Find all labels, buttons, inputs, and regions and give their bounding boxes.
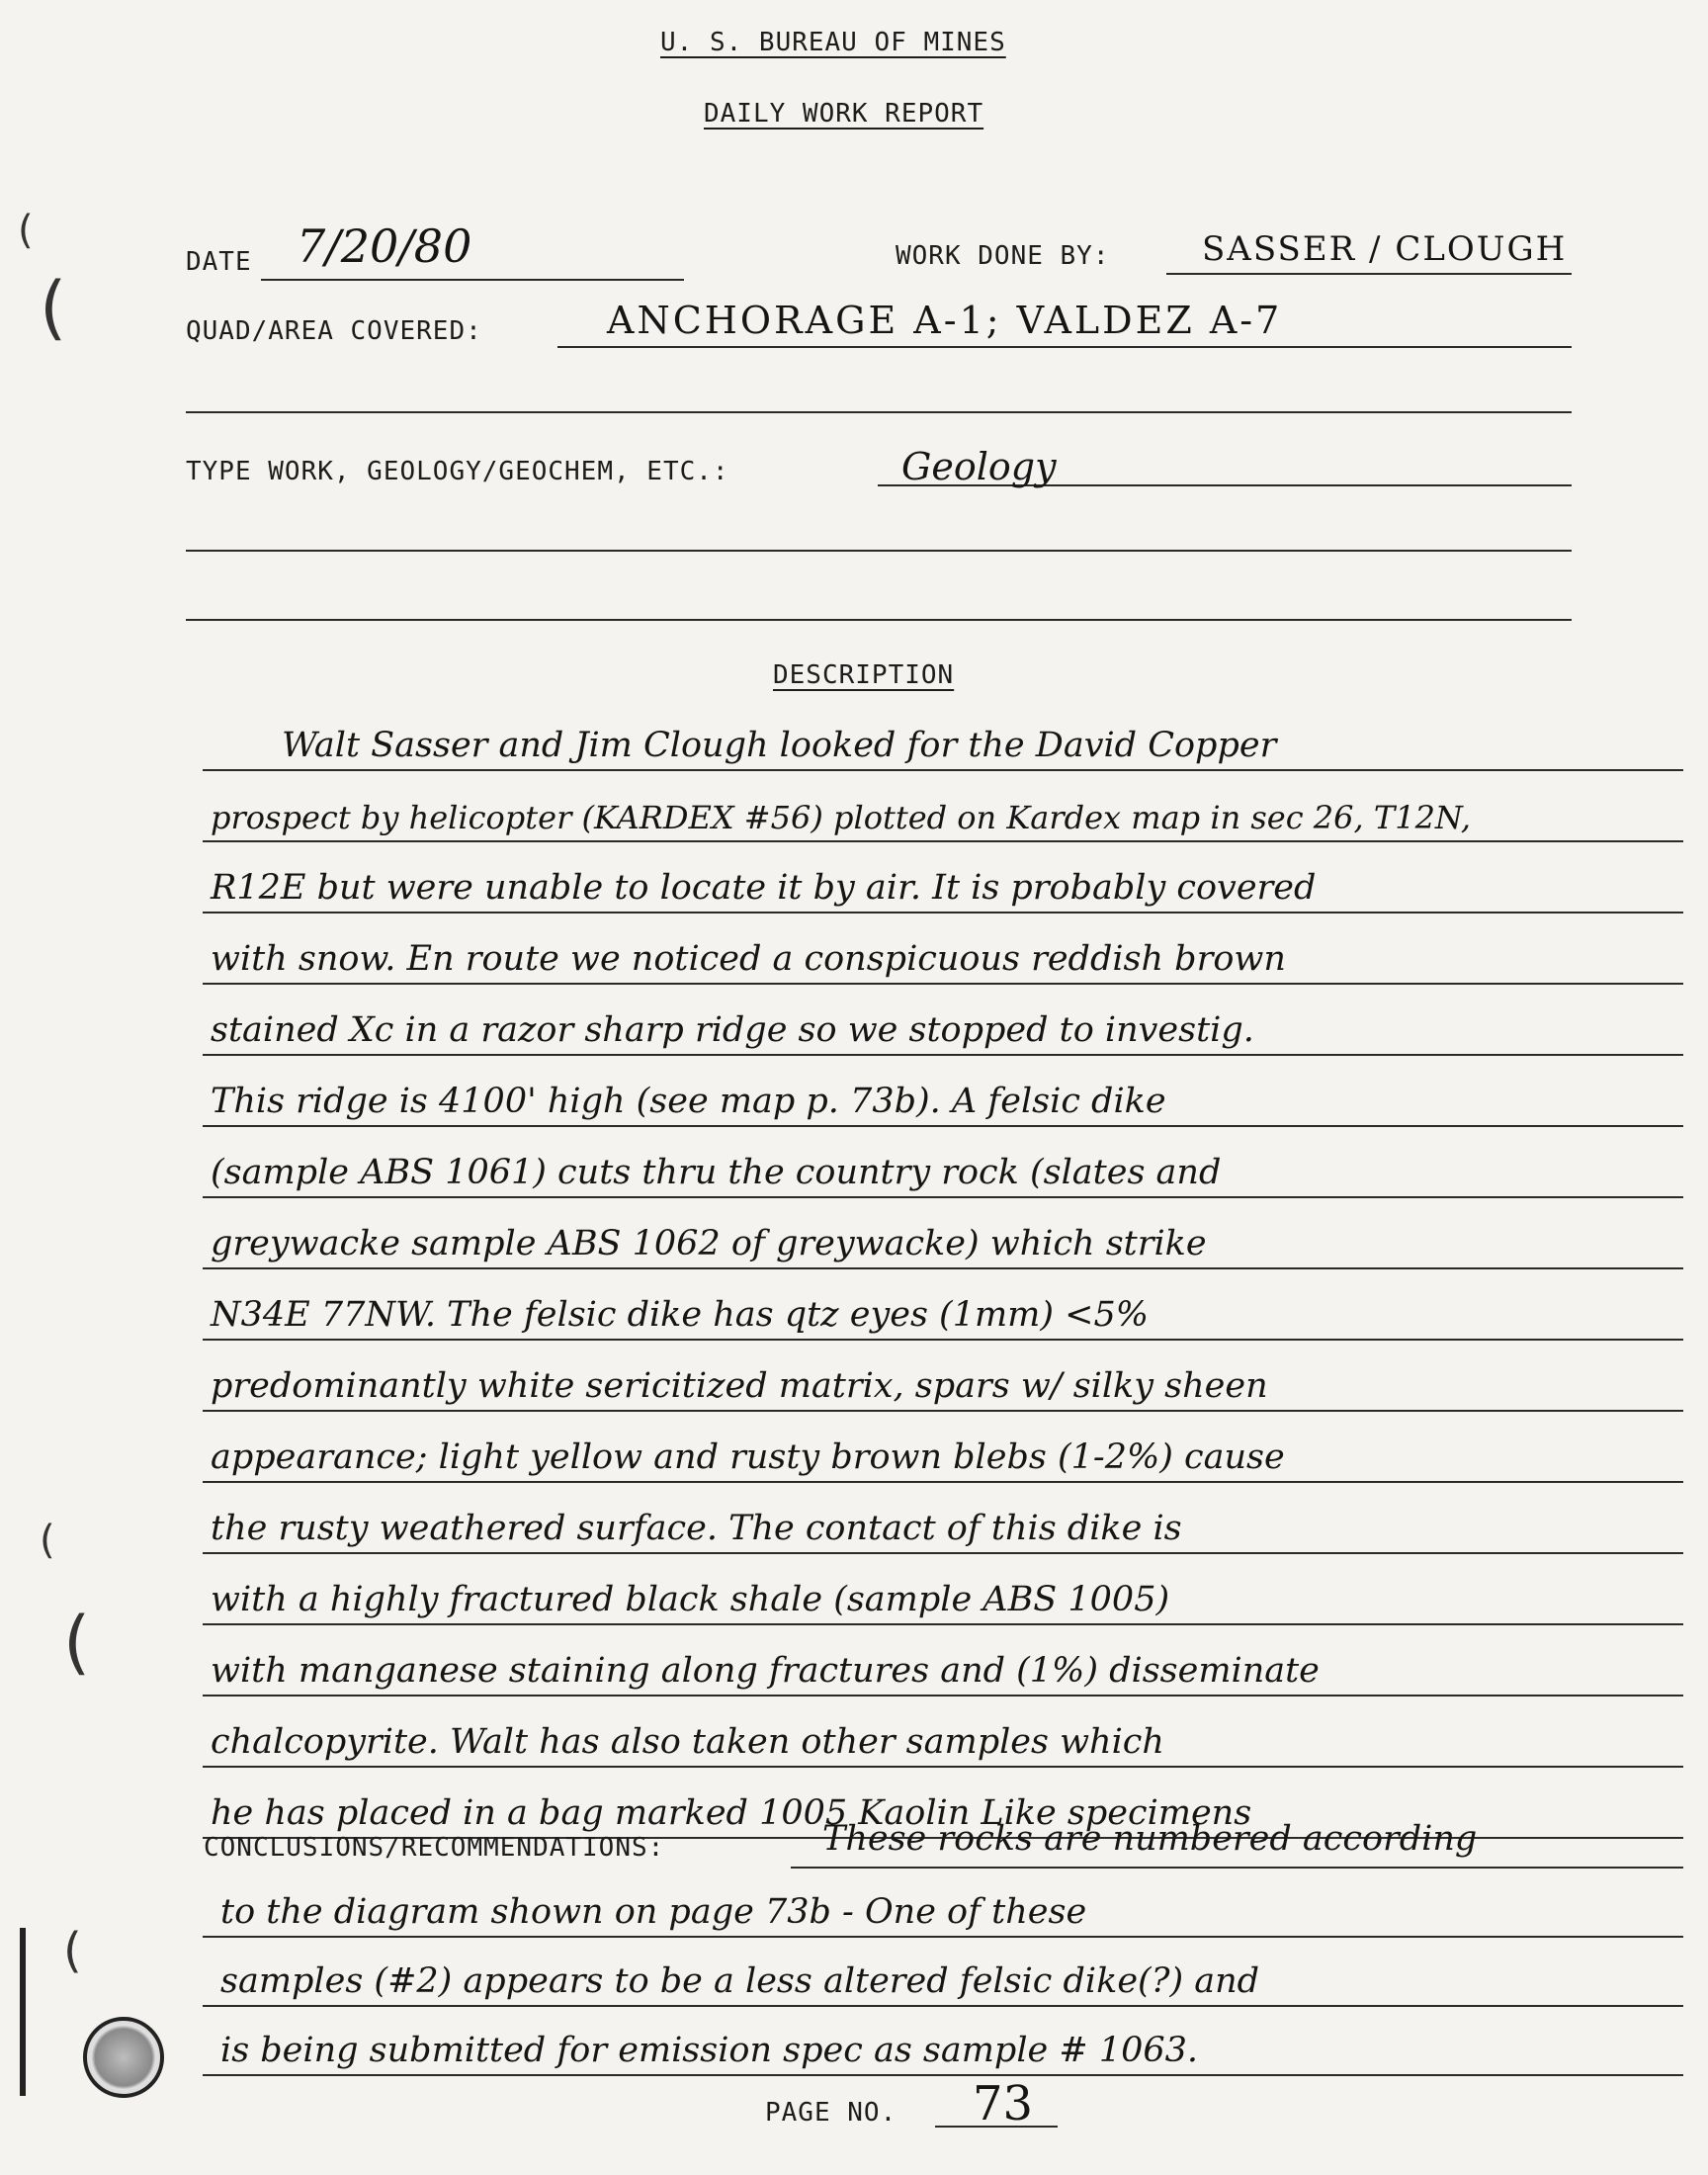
conclusions-label: CONCLUSIONS/RECOMMENDATIONS: (204, 1833, 665, 1863)
description-line (203, 1629, 1683, 1700)
line-rule (203, 1623, 1683, 1625)
work-done-by-value: SASSER / CLOUGH (1202, 229, 1568, 269)
conclusions-line (203, 2011, 1683, 2080)
date-value: 7/20/80 (297, 219, 472, 273)
line-rule (203, 1196, 1683, 1198)
description-line (203, 1202, 1683, 1273)
description-text: with a highly fractured black shale (sample ABS 1005) (211, 1580, 1170, 1619)
line-rule (203, 1695, 1683, 1696)
type-work-label: TYPE WORK, GEOLOGY/GEOCHEM, ETC.: (186, 457, 729, 486)
line-rule (203, 769, 1683, 771)
page-number-label: PAGE NO. (765, 2098, 897, 2128)
description-line (203, 1273, 1683, 1345)
description-line (203, 1131, 1683, 1202)
description-text: R12E but were unable to locate it by air. It is probably covered (211, 868, 1317, 908)
line-rule (203, 1481, 1683, 1483)
description-heading: DESCRIPTION (773, 660, 955, 690)
agency-title: U. S. BUREAU OF MINES (660, 28, 1006, 57)
conclusions-text: to the diagram shown on page 73b - One of these (220, 1892, 1087, 1932)
line-rule (203, 1410, 1683, 1412)
description-text: N34E 77NW. The felsic dike has qtz eyes (1mm) <5% (211, 1295, 1149, 1335)
description-text: prospect by helicopter (KARDEX #56) plotted on Kardex map in sec 26, T12N, (211, 799, 1472, 836)
punch-mark: ( (63, 1923, 82, 1978)
line-rule (203, 840, 1683, 842)
description-line (203, 775, 1683, 846)
line-rule (203, 1125, 1683, 1127)
stamp-seal (83, 2017, 164, 2098)
conclusions-rule (791, 1867, 1683, 1869)
line-rule (203, 912, 1683, 914)
page-number-value: 73 (973, 2076, 1034, 2132)
work-done-by-label: WORK DONE BY: (896, 241, 1110, 271)
report-title: DAILY WORK REPORT (704, 99, 984, 129)
description-line (203, 1345, 1683, 1416)
description-text: the rusty weathered surface. The contact of this dike is (211, 1509, 1182, 1548)
work-done-by-rule (1166, 273, 1572, 275)
line-rule (203, 1936, 1683, 1938)
conclusions-line (203, 1942, 1683, 2011)
description-line (203, 1487, 1683, 1558)
line-rule (203, 2074, 1683, 2076)
description-text: Walt Sasser and Jim Clough looked for the David Copper (282, 726, 1277, 765)
description-text: he has placed in a bag marked 1005 Kaolin Like specimens (211, 1793, 1252, 1833)
date-label: DATE (186, 247, 252, 277)
line-rule (203, 1054, 1683, 1056)
blank-rule (186, 550, 1572, 552)
description-line (203, 704, 1683, 775)
description-text: (sample ABS 1061) cuts thru the country rock (slates and (211, 1153, 1222, 1192)
description-line (203, 1558, 1683, 1629)
line-rule (203, 1552, 1683, 1554)
quad-value: ANCHORAGE A-1; VALDEZ A-7 (607, 299, 1283, 342)
blank-rule (186, 619, 1572, 621)
punch-mark: ( (63, 1602, 91, 1683)
punch-mark: ( (40, 1518, 55, 1563)
punch-mark: ( (18, 208, 34, 253)
punch-mark: ( (40, 267, 67, 348)
conclusions-text: samples (#2) appears to be a less altered felsic dike(?) and (220, 1961, 1260, 2001)
description-line (203, 989, 1683, 1060)
type-work-value: Geology (901, 445, 1057, 488)
line-rule (203, 1766, 1683, 1768)
margin-bar (20, 1928, 26, 2096)
description-text: This ridge is 4100' high (see map p. 73b). A felsic dike (211, 1082, 1166, 1121)
description-line (203, 1060, 1683, 1131)
conclusions-line (203, 1872, 1683, 1942)
date-rule (261, 279, 684, 281)
description-text: with manganese staining along fractures and (1%) disseminate (211, 1651, 1320, 1691)
conclusions-first-line: These rocks are numbered according (822, 1819, 1478, 1859)
description-text: appearance; light yellow and rusty brown blebs (1-2%) cause (211, 1437, 1285, 1477)
line-rule (203, 1267, 1683, 1269)
description-line (203, 846, 1683, 917)
description-text: stained Xc in a razor sharp ridge so we stopped to investig. (211, 1010, 1254, 1050)
blank-rule (186, 411, 1572, 413)
description-line (203, 1700, 1683, 1772)
description-text: greywacke sample ABS 1062 of greywacke) which strike (211, 1224, 1207, 1263)
description-text: with snow. En route we noticed a conspicuous reddish brown (211, 939, 1286, 979)
line-rule (203, 2005, 1683, 2007)
description-line (203, 917, 1683, 989)
description-line (203, 1416, 1683, 1487)
conclusions-text: is being submitted for emission spec as sample # 1063. (220, 2031, 1199, 2070)
line-rule (203, 983, 1683, 985)
description-text: chalcopyrite. Walt has also taken other samples which (211, 1722, 1164, 1762)
quad-rule (557, 346, 1572, 348)
description-text: predominantly white sericitized matrix, spars w/ silky sheen (211, 1366, 1268, 1406)
quad-label: QUAD/AREA COVERED: (186, 316, 482, 346)
line-rule (203, 1339, 1683, 1341)
